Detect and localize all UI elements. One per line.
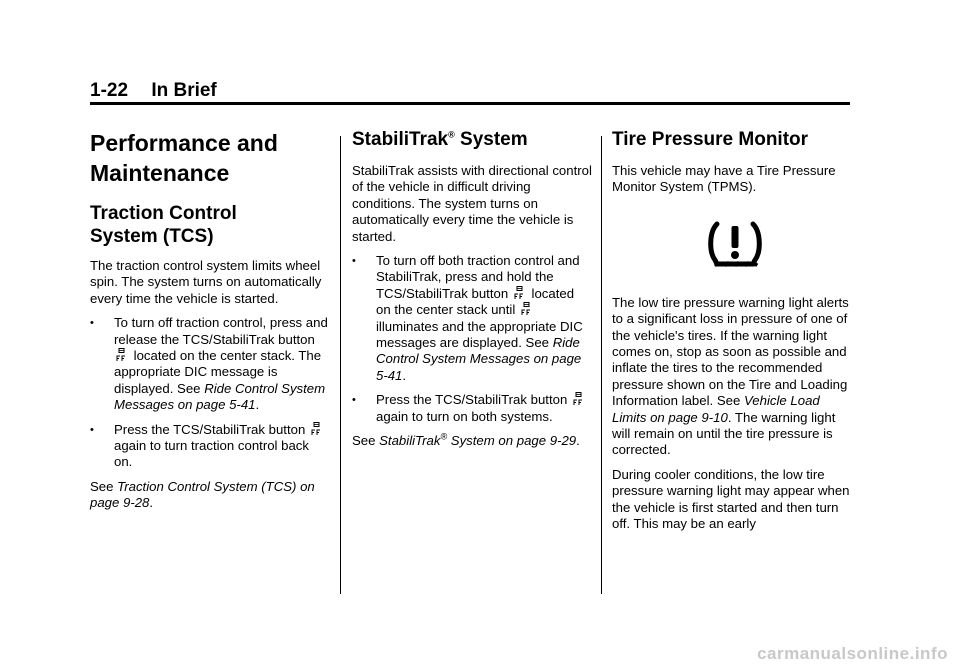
column-tire-pressure bbox=[612, 128, 857, 541]
header-rule bbox=[90, 102, 850, 105]
text: StabiliTrak bbox=[379, 433, 441, 449]
text: System on page 9-29 bbox=[447, 433, 577, 449]
text: . bbox=[402, 367, 407, 383]
text: located on the center stack until bbox=[376, 285, 575, 318]
registered-mark: ® bbox=[440, 431, 448, 442]
text: The low tire pressure warning light alerts to a significant loss in pressure of one of the vehicle's tires. If the warning light comes on, stop as soon as possible and inflate the tires to the recommended pressure shown on the Tire and Loading Information label. See bbox=[612, 294, 849, 409]
column-stabilitrak bbox=[352, 128, 592, 458]
tcs-see-also bbox=[90, 479, 330, 512]
heading-line: Maintenance bbox=[90, 160, 230, 186]
manual-link[interactable]: Ride Control System Messages on page 5-41 bbox=[376, 335, 582, 383]
list-item bbox=[352, 392, 592, 425]
stabilitrak-see-also bbox=[352, 433, 592, 449]
list-item bbox=[352, 253, 592, 384]
text: System bbox=[454, 129, 528, 150]
tpms-cold-note: During cooler conditions, the low tire pressure warning light may appear when the vehicle is first started and then turn off. This may be an early bbox=[612, 466, 850, 532]
tcs-intro: The traction control system limits wheel spin. The system turns on automatically every time the vehicle is started. bbox=[90, 258, 322, 306]
list-item bbox=[90, 315, 330, 413]
tcs-heading bbox=[90, 202, 330, 248]
text: located on the center stack. The appropriate DIC message is displayed. See bbox=[114, 348, 322, 396]
text: To turn off both traction control and StabiliTrak, press and hold the TCS/StabiliTrak button bbox=[376, 253, 580, 301]
stabilitrak-heading bbox=[352, 128, 592, 151]
text: Press the TCS/StabiliTrak button bbox=[376, 392, 568, 408]
page-header bbox=[90, 80, 850, 102]
text: again to turn traction control back on. bbox=[114, 438, 309, 470]
tpms-intro: This vehicle may have a Tire Pressure Monitor System (TPMS). bbox=[612, 163, 836, 195]
text: See bbox=[352, 433, 376, 449]
traction-control-icon bbox=[573, 392, 584, 406]
text: again to turn on both systems. bbox=[376, 408, 553, 424]
text: To turn off traction control, press and release the TCS/StabiliTrak button bbox=[114, 315, 328, 347]
text: . bbox=[255, 397, 260, 413]
column-performance bbox=[90, 128, 330, 520]
text: . bbox=[149, 495, 154, 511]
manual-link[interactable]: Ride Control System Messages on page 5-41 bbox=[114, 380, 326, 413]
column-divider bbox=[340, 136, 341, 594]
heading-line: System (TCS) bbox=[90, 226, 214, 247]
stabilitrak-intro: StabiliTrak assists with directional control of the vehicle in difficult driving conditions. The system turns on automatically every time the vehicle is started. bbox=[352, 163, 592, 244]
stabilitrak-bullets bbox=[352, 253, 592, 425]
performance-heading bbox=[90, 128, 330, 188]
tire-pressure-heading: Tire Pressure Monitor bbox=[612, 129, 809, 150]
traction-control-icon bbox=[521, 302, 532, 316]
text: illuminates and the appropriate DIC messages are displayed. See bbox=[376, 318, 583, 351]
heading-line: Performance and bbox=[90, 130, 278, 156]
heading-line: Traction Control bbox=[90, 203, 237, 224]
registered-mark: ® bbox=[448, 129, 455, 140]
tpms-description bbox=[612, 295, 857, 459]
tpms-icon-container bbox=[612, 218, 857, 275]
column-divider bbox=[601, 136, 602, 594]
manual-link[interactable]: Vehicle Load Limits on page 9-10 bbox=[612, 393, 820, 425]
manual-link[interactable]: Traction Control System (TCS) on page 9-28 bbox=[90, 478, 315, 511]
text: . bbox=[576, 433, 580, 449]
watermark: carmanualsonline.info bbox=[757, 644, 948, 663]
traction-control-icon bbox=[116, 348, 127, 362]
page-number: 1-22 bbox=[90, 80, 129, 101]
traction-control-icon bbox=[311, 422, 322, 436]
section-title: In Brief bbox=[151, 80, 217, 101]
list-item bbox=[90, 422, 330, 471]
manual-link[interactable] bbox=[379, 433, 576, 448]
text: StabiliTrak bbox=[352, 129, 449, 150]
tcs-bullets bbox=[90, 315, 330, 471]
text: . The warning light will remain on until the tire pressure is corrected. bbox=[612, 409, 836, 458]
text: See bbox=[90, 478, 114, 494]
text: Press the TCS/StabiliTrak button bbox=[114, 421, 306, 437]
traction-control-icon bbox=[514, 286, 525, 300]
tire-pressure-warning-icon bbox=[705, 218, 765, 270]
